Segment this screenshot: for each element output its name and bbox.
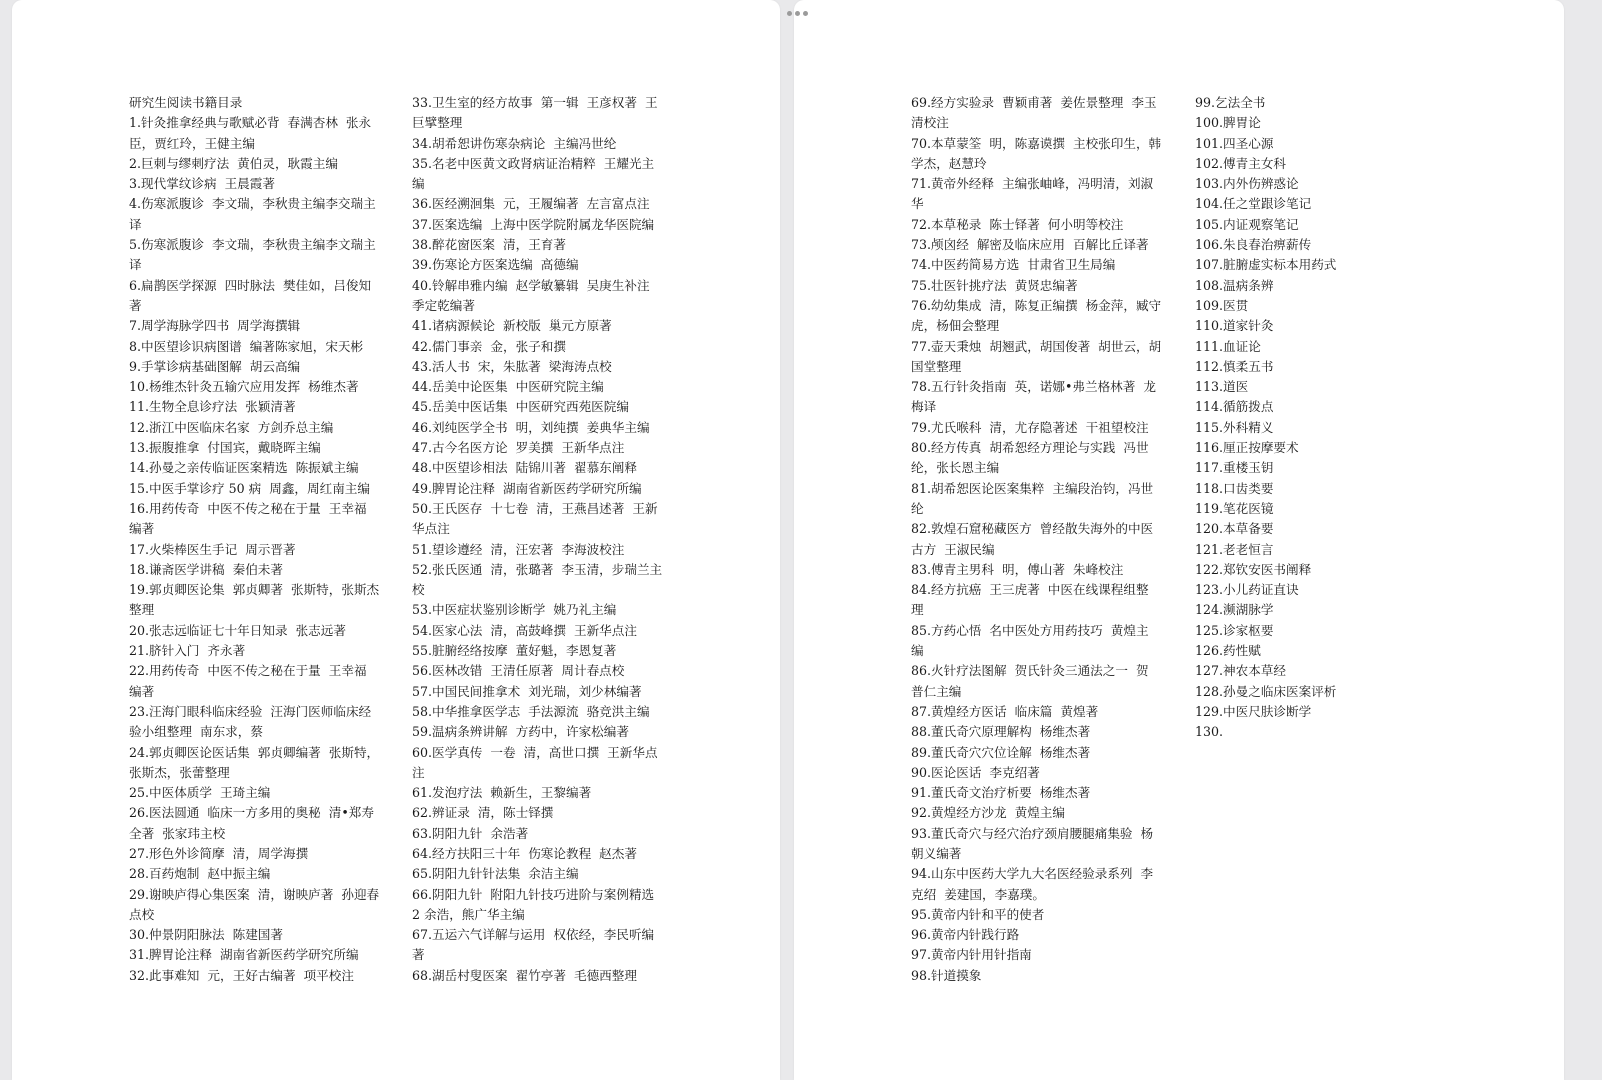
- book-list-line: 9.手掌诊病基础图解 胡云高编: [129, 358, 301, 374]
- book-list-line: 28.百药炮制 赵中振主编: [129, 866, 271, 882]
- book-list-line: 42.儒门事亲 金，张子和撰: [412, 338, 566, 354]
- book-list-line: 103.内外伤辨惑论: [1195, 176, 1299, 192]
- book-list-line: 122.郑钦安医书阐释: [1195, 561, 1312, 577]
- book-list-line: 98.针道摸象: [911, 967, 982, 983]
- book-list-line: 25.中医体质学 王琦主编: [129, 785, 271, 801]
- document-page-right: [794, 0, 1564, 1080]
- book-list-line: 理: [911, 602, 924, 618]
- book-list-line: 51.望诊遵经 清，汪宏著 李海波校注: [412, 541, 625, 557]
- book-list-line: 67.五运六气详解与运用 权依经，李民听编: [412, 927, 655, 943]
- book-list-line: 编: [911, 643, 924, 659]
- book-list-line: 校: [412, 582, 425, 598]
- book-list-line: 88.董氏奇穴原理解构 杨维杰著: [911, 724, 1091, 740]
- book-list-line: 107.脏腑虚实标本用药式: [1195, 257, 1337, 273]
- book-list-line: 46.刘纯医学全书 明，刘纯撰 姜典华主编: [412, 419, 650, 435]
- book-list-line: 张斯杰，张蕾整理: [129, 764, 230, 780]
- book-list-line: 编著: [129, 683, 155, 699]
- book-list-line: 15.中医手掌诊疗 50 病 周鑫，周红南主编: [129, 480, 370, 496]
- book-list-line: 95.黄帝内针和平的使者: [911, 906, 1045, 922]
- book-list-line: 全著 张家玮主校: [129, 825, 226, 841]
- book-list-line: 14.孙曼之亲传临证医案精选 陈振斌主编: [129, 460, 359, 476]
- book-list-line: 63.阴阳九针 余浩著: [412, 825, 529, 841]
- book-list-line: 89.董氏奇穴穴位诠解 杨维杰著: [911, 744, 1091, 760]
- book-list-line: 48.中医望诊相法 陆锦川著 翟慕东阐释: [412, 460, 637, 476]
- book-list-line: 1.针灸推拿经典与歌赋必背 春满杏林 张永: [129, 115, 372, 131]
- book-list-line: 研究生阅读书籍目录: [129, 95, 243, 110]
- book-list-line: 104.任之堂跟诊笔记: [1195, 196, 1312, 212]
- book-list-line: 112.慎柔五书: [1195, 358, 1274, 374]
- book-list-line: 62.辨证录 清，陈士铎撰: [412, 805, 554, 821]
- book-list-line: 123.小儿药证直诀: [1195, 582, 1299, 598]
- book-list-line: 32.此事难知 元，王好古编著 项平校注: [129, 967, 354, 983]
- book-list-line: 117.重楼玉钥: [1195, 460, 1274, 476]
- book-list-line: 2 余浩，熊广华主编: [412, 906, 525, 922]
- book-list-line: 130.: [1195, 724, 1224, 740]
- book-list-line: 54.医家心法 清，高鼓峰撰 王新华点注: [412, 622, 637, 638]
- book-list-line: 100.脾胃论: [1195, 115, 1261, 131]
- book-list-line: 22.用药传奇 中医不传之秘在于量 王幸福: [129, 663, 367, 679]
- book-list-line: 克绍 姜建国，李嘉璞。: [911, 886, 1045, 902]
- book-list-line: 55.脏腑经络按摩 董好魁，李恩复著: [412, 643, 617, 659]
- book-list-line: 华: [911, 196, 924, 212]
- book-list-line: 127.神农本草经: [1195, 663, 1287, 679]
- book-list-line: 10.杨维杰针灸五输穴应用发挥 杨维杰著: [129, 379, 359, 395]
- book-list-line: 102.傅青主女科: [1195, 155, 1287, 171]
- book-list-line: 58.中华推拿医学志 手法源流 骆竞洪主编: [412, 703, 650, 719]
- book-list-line: 43.活人书 宋，朱肱著 梁海涛点校: [412, 358, 612, 374]
- book-list-line: 86.火针疗法图解 贺氏针灸三通法之一 贺: [911, 663, 1149, 679]
- book-list-line: 30.仲景阴阳脉法 陈建国著: [129, 927, 283, 943]
- book-list-line: 85.方药心悟 名中医处方用药技巧 黄煌主: [911, 622, 1149, 638]
- book-list-line: 著: [412, 947, 425, 963]
- book-list-line: 40.铃解串雅内编 赵学敏纂辑 吴庚生补注: [412, 277, 650, 293]
- book-list-line: 注: [412, 764, 425, 780]
- book-list-line: 68.湖岳村叟医案 翟竹亭著 毛德西整理: [412, 967, 637, 983]
- book-list-line: 译: [129, 216, 142, 232]
- book-list-line: 116.厘正按摩要术: [1195, 440, 1299, 456]
- book-list-line: 37.医案选编 上海中医学院附属龙华医院编: [412, 216, 655, 232]
- book-list-line: 124.濒湖脉学: [1195, 602, 1274, 618]
- book-list-line: 94.山东中医药大学九大名医经验录系列 李: [911, 866, 1154, 882]
- book-list-line: 朝义编著: [911, 845, 962, 861]
- book-list-line: 12.浙江中医临床名家 方剑乔总主编: [129, 419, 334, 435]
- book-list-line: 81.胡希恕医论医案集粹 主编段治钧，冯世: [911, 480, 1154, 496]
- book-list-line: 点校: [129, 906, 155, 922]
- book-list-line: 110.道家针灸: [1195, 318, 1274, 334]
- book-list-line: 101.四圣心源: [1195, 135, 1274, 151]
- book-list-line: 57.中国民间推拿术 刘光瑞，刘少林编著: [412, 683, 642, 699]
- book-list-line: 13.振腹推拿 付国宾，戴晓晖主编: [129, 440, 321, 456]
- book-list-line: 53.中医症状鉴别诊断学 姚乃礼主编: [412, 602, 617, 618]
- book-list-line: 77.壶天秉烛 胡翘武，胡国俊著 胡世云，胡: [911, 338, 1162, 354]
- book-list-line: 82.敦煌石窟秘藏医方 曾经散失海外的中医: [911, 521, 1154, 537]
- book-list-line: 季定乾编著: [412, 297, 475, 313]
- book-list-line: 59.温病条辨讲解 方药中，许家松编著: [412, 724, 629, 740]
- book-list-line: 126.药性赋: [1195, 643, 1261, 659]
- book-list-line: 115.外科精义: [1195, 419, 1274, 435]
- book-list-line: 121.老老恒言: [1195, 541, 1274, 557]
- book-list-line: 114.循筋拨点: [1195, 399, 1274, 415]
- book-list-line: 巨擘整理: [412, 115, 463, 131]
- book-list-line: 97.黄帝内针用针指南: [911, 947, 1032, 963]
- book-list-line: 113.道医: [1195, 379, 1249, 395]
- book-list-line: 编: [412, 176, 425, 192]
- book-list-line: 24.郭贞卿医论医话集 郭贞卿编著 张斯特，: [129, 744, 380, 760]
- book-list-line: 3.现代掌纹诊病 王晨霞著: [129, 176, 275, 192]
- book-list-line: 4.伤寒派腹诊 李文瑞，李秋贵主编李交瑞主: [129, 196, 376, 212]
- book-list-line: 64.经方扶阳三十年 伤寒论教程 赵杰著: [412, 845, 637, 861]
- book-list-line: 87.黄煌经方医话 临床篇 黄煌著: [911, 703, 1099, 719]
- book-list-line: 83.傅青主男科 明，傅山著 朱峰校注: [911, 561, 1124, 577]
- book-list-line: 74.中医药简易方选 甘肃省卫生局编: [911, 257, 1116, 273]
- book-list-line: 45.岳美中医话集 中医研究西苑医院编: [412, 399, 629, 415]
- book-list-line: 5.伤寒派腹诊 李文瑞，李秋贵主编李文瑞主: [129, 237, 376, 253]
- book-list-line: 31.脾胃论注释 湖南省新医药学研究所编: [129, 947, 359, 963]
- book-list-line: 27.形色外诊简摩 清，周学海撰: [129, 845, 309, 861]
- book-list-line: 18.谦斋医学讲稿 秦伯未著: [129, 561, 283, 577]
- book-list-line: 52.张氏医通 清，张璐著 李玉清，步瑞兰主: [412, 561, 663, 577]
- book-list-line: 99.乞法全书: [1195, 95, 1266, 110]
- book-list-line: 清校注: [911, 115, 949, 131]
- book-list-line: 60.医学真传 一卷 清，高世口撰 王新华点: [412, 744, 658, 760]
- book-list-line: 56.医林改错 王清任原著 周计春点校: [412, 663, 625, 679]
- book-list-line: 19.郭贞卿医论集 郭贞卿著 张斯特，张斯杰: [129, 582, 380, 598]
- book-list-line: 29.谢映庐得心集医案 清，谢映庐著 孙迎春: [129, 886, 380, 902]
- book-list-line: 16.用药传奇 中医不传之秘在于量 王幸福: [129, 500, 367, 516]
- more-options-icon[interactable]: [787, 11, 808, 16]
- book-list-line: 71.黄帝外经释 主编张岫峰，冯明清，刘淑: [911, 176, 1154, 192]
- book-list-line: 70.本草蒙筌 明，陈嘉谟撰 主校张印生，韩: [911, 135, 1162, 151]
- book-list-line: 臣，贾红玲，王健主编: [129, 135, 255, 151]
- booklist-column-1: [129, 93, 391, 986]
- book-list-line: 109.医贯: [1195, 297, 1249, 313]
- book-list-line: 90.医论医话 李克绍著: [911, 764, 1040, 780]
- book-list-line: 6.扁鹊医学探源 四时脉法 樊佳如，吕俊知: [129, 277, 372, 293]
- book-list-line: 梅译: [911, 399, 937, 415]
- book-list-line: 23.汪海门眼科临床经验 汪海门医师临床经: [129, 703, 372, 719]
- book-list-line: 38.醉花窗医案 清，王育著: [412, 237, 566, 253]
- book-list-line: 118.口齿类要: [1195, 480, 1274, 496]
- book-list-line: 验小组整理 南东求，蔡: [129, 724, 263, 740]
- book-list-line: 93.董氏奇穴与经穴治疗颈肩腰腿痛集验 杨: [911, 825, 1154, 841]
- book-list-line: 106.朱良春治痹薪传: [1195, 237, 1312, 253]
- book-list-line: 20.张志远临证七十年日知录 张志远著: [129, 622, 346, 638]
- booklist-column-3: [911, 93, 1173, 986]
- book-list-line: 75.壮医针挑疗法 黄贤忠编著: [911, 277, 1078, 293]
- book-list-line: 49.脾胃论注释 湖南省新医药学研究所编: [412, 480, 642, 496]
- book-list-line: 11.生物全息诊疗法 张颖清著: [129, 399, 296, 415]
- book-list-line: 61.发泡疗法 赖新生，王黎编著: [412, 785, 592, 801]
- book-list-line: 34.胡希恕讲伤寒杂病论 主编冯世纶: [412, 135, 617, 151]
- book-list-line: 120.本草备要: [1195, 521, 1274, 537]
- book-list-line: 编著: [129, 521, 155, 537]
- book-list-line: 66.阴阳九针 附阳九针技巧进阶与案例精选: [412, 886, 655, 902]
- book-list-line: 125.诊家枢要: [1195, 622, 1274, 638]
- book-list-line: 17.火柴棒医生手记 周示晋著: [129, 541, 296, 557]
- book-list-line: 92.黄煌经方沙龙 黄煌主编: [911, 805, 1065, 821]
- book-list-line: 105.内证观察笔记: [1195, 216, 1299, 232]
- book-list-line: 73.颅囟经 解密及临床应用 百解比丘译著: [911, 237, 1149, 253]
- book-list-line: 84.经方抗癌 王三虎著 中医在线课程组整: [911, 582, 1149, 598]
- book-list-line: 72.本草秘录 陈士铎著 何小明等校注: [911, 216, 1124, 232]
- book-list-line: 纶: [911, 500, 924, 516]
- book-list-line: 96.黄帝内针践行路: [911, 927, 1020, 943]
- book-list-line: 整理: [129, 602, 155, 618]
- book-list-line: 108.温病条辨: [1195, 277, 1274, 293]
- book-list-line: 78.五行针灸指南 英，诺娜•弗兰格林著 龙: [911, 379, 1156, 395]
- book-list-line: 119.笔花医镜: [1195, 500, 1274, 516]
- book-list-line: 65.阴阳九针针法集 余洁主编: [412, 866, 579, 882]
- book-list-line: 著: [129, 297, 142, 313]
- book-list-line: 虎，杨佃会整理: [911, 318, 1000, 334]
- book-list-line: 35.名老中医黄文政肾病证治精粹 王耀光主: [412, 155, 655, 171]
- book-list-line: 111.血证论: [1195, 338, 1261, 354]
- book-list-line: 39.伤寒论方医案选编 高德编: [412, 257, 579, 273]
- book-list-line: 69.经方实验录 曹颖甫著 姜佐景整理 李玉: [911, 95, 1157, 110]
- book-list-line: 47.古今名医方论 罗美撰 王新华点注: [412, 440, 625, 456]
- book-list-line: 79.尤氏喉科 清，尤存隐著述 干祖望校注: [911, 419, 1149, 435]
- book-list-line: 76.幼幼集成 清，陈复正编撰 杨金萍，臧守: [911, 297, 1162, 313]
- book-list-line: 纶，张长恩主编: [911, 460, 1000, 476]
- booklist-column-2: [412, 93, 674, 986]
- book-list-line: 50.王氏医存 十七卷 清，王燕昌述著 王新: [412, 500, 658, 516]
- book-list-line: 21.脐针入门 齐永著: [129, 643, 246, 659]
- book-list-line: 译: [129, 257, 142, 273]
- book-list-line: 129.中医尺肤诊断学: [1195, 703, 1312, 719]
- book-list-line: 91.董氏奇文治疗析要 杨维杰著: [911, 785, 1091, 801]
- book-list-line: 36.医经溯洄集 元，王履编著 左言富点注: [412, 196, 650, 212]
- book-list-line: 普仁主编: [911, 683, 962, 699]
- book-list-line: 41.诸病源候论 新校版 巢元方原著: [412, 318, 612, 334]
- book-list-line: 7.周学海脉学四书 周学海撰辑: [129, 318, 301, 334]
- book-list-line: 26.医法圆通 临床一方多用的奥秘 清•郑寿: [129, 805, 374, 821]
- book-list-line: 学杰，赵慧玲: [911, 155, 987, 171]
- book-list-line: 古方 王淑民编: [911, 541, 995, 557]
- book-list-line: 8.中医望诊识病图谱 编著陈家旭，宋天彬: [129, 338, 364, 354]
- book-list-line: 2.巨刺与缪刺疗法 黄伯灵，耿霞主编: [129, 155, 338, 171]
- book-list-line: 44.岳美中论医集 中医研究院主编: [412, 379, 604, 395]
- book-list-line: 33.卫生室的经方故事 第一辑 王彦权著 王: [412, 95, 658, 110]
- booklist-column-4: [1195, 93, 1395, 743]
- book-list-line: 华点注: [412, 521, 450, 537]
- book-list-line: 128.孙曼之临床医案评析: [1195, 683, 1337, 699]
- book-list-line: 80.经方传真 胡希恕经方理论与实践 冯世: [911, 440, 1149, 456]
- book-list-line: 国堂整理: [911, 358, 962, 374]
